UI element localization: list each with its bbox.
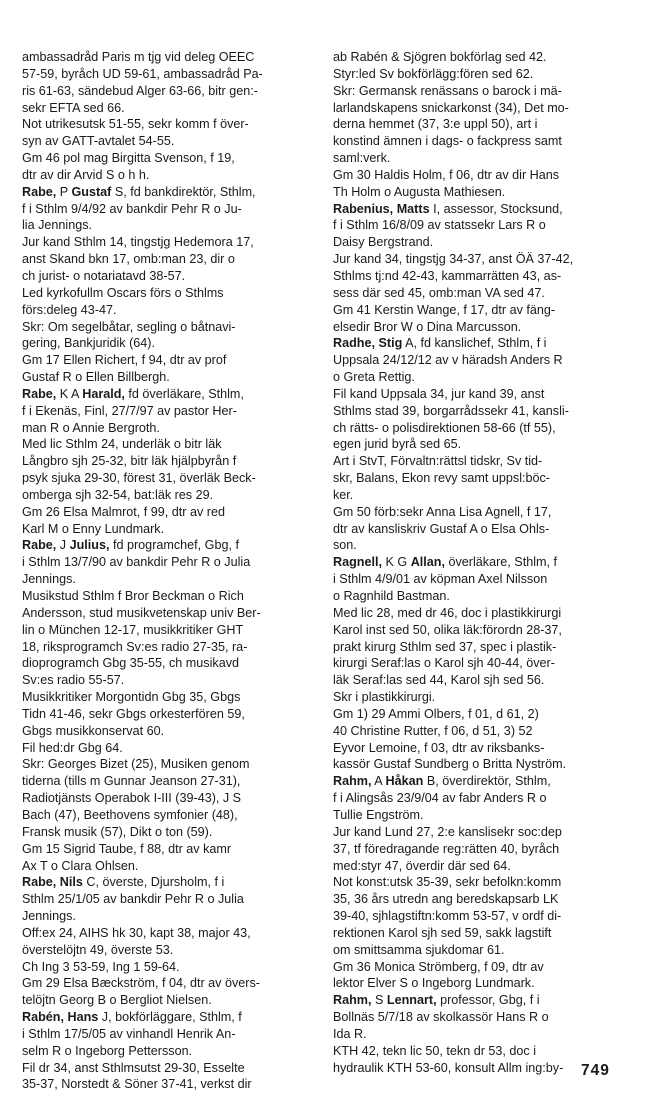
text-line <box>22 605 320 622</box>
text-line <box>333 369 643 386</box>
text-line <box>22 672 320 689</box>
line-text: gering, Bankjuridik (64). <box>22 336 155 351</box>
line-text: prakt kirurg Sthlm sed 37, spec i plastik- <box>333 639 557 654</box>
line-text: Jennings. <box>22 909 76 924</box>
entry-heading-line <box>22 386 320 403</box>
text-line <box>333 740 643 757</box>
line-text: om smittsamma sjukdomar 61. <box>333 942 505 957</box>
line-text: larlandskapens snickarkonst (34), Det mo- <box>333 100 569 115</box>
text-line <box>333 302 643 319</box>
entry-initials: K A <box>56 386 83 401</box>
entry-heading-line <box>333 554 643 571</box>
text-line <box>333 874 643 891</box>
line-text: Art i StvT, Förvaltn:rättsl tidskr, Sv tid- <box>333 454 543 469</box>
line-text: Jur kand Sthlm 14, tingstjg Hedemora 17, <box>22 235 254 250</box>
text-line <box>22 622 320 639</box>
line-text: Fil hed:dr Gbg 64. <box>22 740 123 755</box>
line-text: Andersson, stud musikvetenskap univ Ber- <box>22 605 261 620</box>
entry-surname: Rahm, <box>333 774 372 789</box>
line-text: Gm 50 förb:sekr Anna Lisa Agnell, f 17, <box>333 504 552 519</box>
line-text: Uppsala 24/12/12 av v häradsh Anders R <box>333 353 563 368</box>
text-line <box>22 335 320 352</box>
line-text: ris 61-63, sändebud Alger 63-66, bitr gen:- <box>22 83 258 98</box>
line-text: Med lic 28, med dr 46, doc i plastikkirurgi <box>333 605 562 620</box>
text-line <box>22 975 320 992</box>
entry-surname: Rabenius, <box>333 201 394 216</box>
line-text: Daisy Bergstrand. <box>333 235 434 250</box>
text-line <box>22 66 320 83</box>
right-column <box>333 49 643 1076</box>
text-line <box>22 689 320 706</box>
line-text: Gm 41 Kerstin Wange, f 17, dtr av fäng- <box>333 302 556 317</box>
line-text: syn av GATT-avtalet 54-55. <box>22 134 175 149</box>
text-line <box>333 723 643 740</box>
text-line <box>333 672 643 689</box>
text-line <box>22 1060 320 1077</box>
line-text: Bach (47), Beethovens symfonier (48), <box>22 807 238 822</box>
line-text: lektor Elver S o Ingeborg Lundmark. <box>333 976 535 991</box>
entry-heading-line <box>333 992 643 1009</box>
text-line <box>22 908 320 925</box>
text-line <box>22 790 320 807</box>
text-line <box>333 756 643 773</box>
line-text: Radiotjänsts Operabok I-III (39-43), J S <box>22 791 242 806</box>
page-number: 749 <box>581 1062 610 1079</box>
text-line <box>22 302 320 319</box>
line-text: o Greta Rettig. <box>333 370 415 385</box>
line-text: överläkare, Sthlm, f <box>445 555 557 570</box>
entry-surname: Radhe, <box>333 336 375 351</box>
line-text: KTH 42, tekn lic 50, tekn dr 53, doc i <box>333 1043 537 1058</box>
line-text: Not utrikesutsk 51-55, sekr komm f över- <box>22 117 249 132</box>
line-text: i Sthlm 17/5/05 av vinhandl Henrik An- <box>22 1026 236 1041</box>
entry-given-name: Håkan <box>385 774 424 789</box>
entry-given-name: Gustaf <box>71 184 112 199</box>
entry-given-name: Stig <box>378 336 403 351</box>
line-text: ker. <box>333 487 354 502</box>
text-line <box>333 790 643 807</box>
line-text: C, överste, Djursholm, f i <box>82 875 225 890</box>
line-text: J, bokförläggare, Sthlm, f <box>98 1010 242 1025</box>
line-text: Gm 30 Haldis Holm, f 06, dtr av dir Hans <box>333 167 560 182</box>
entry-surname: Rabén, <box>22 1010 64 1025</box>
line-text: B, överdirektör, Sthlm, <box>423 774 551 789</box>
text-line <box>333 959 643 976</box>
line-text: Led kyrkofullm Oscars förs o Sthlms <box>22 285 224 300</box>
line-text: rektionen Karol sjh sed 59, sakk lagstift <box>333 925 552 940</box>
line-text: i Sthlm 4/9/01 av köpman Axel Nilsson <box>333 572 548 587</box>
entry-initials: K G <box>382 555 411 570</box>
text-line <box>22 925 320 942</box>
text-line <box>22 571 320 588</box>
text-line <box>333 975 643 992</box>
text-line <box>333 891 643 908</box>
line-text: Karl M o Enny Lundmark. <box>22 521 165 536</box>
line-text: tiderna (tills m Gunnar Jeanson 27-31), <box>22 774 241 789</box>
line-text: dtr av kansliskriv Gustaf A o Elsa Ohls- <box>333 521 550 536</box>
text-line <box>22 352 320 369</box>
line-text: elsedir Bror W o Dina Marcusson. <box>333 319 522 334</box>
line-text: Gm 46 pol mag Birgitta Svenson, f 19, <box>22 151 235 166</box>
entry-heading-line <box>333 201 643 218</box>
line-text: psyk sjuka 29-30, förest 31, överläk Beck- <box>22 471 256 486</box>
line-text: 35, 36 års utredn ang beredskapsarb LK <box>333 892 559 907</box>
text-line <box>333 639 643 656</box>
line-text: selm R o Ingeborg Pettersson. <box>22 1043 193 1058</box>
text-line <box>22 217 320 234</box>
text-line <box>333 706 643 723</box>
line-text: ambassadråd Paris m tjg vid deleg OEEC <box>22 50 255 64</box>
text-line <box>333 1009 643 1026</box>
text-line <box>22 285 320 302</box>
line-text: Ida R. <box>333 1026 367 1041</box>
text-line <box>333 908 643 925</box>
line-text: I, assessor, Stocksund, <box>429 201 563 216</box>
line-text: Ch Ing 3 53-59, Ing 1 59-64. <box>22 959 180 974</box>
line-text: Jennings. <box>22 572 76 587</box>
text-line <box>333 133 643 150</box>
entry-heading-line <box>333 773 643 790</box>
line-text: Sv:es radio 55-57. <box>22 673 125 688</box>
line-text: Gm 26 Elsa Malmrot, f 99, dtr av red <box>22 504 225 519</box>
text-line <box>22 470 320 487</box>
line-text: Musikkritiker Morgontidn Gbg 35, Gbgs <box>22 690 241 705</box>
text-line <box>333 824 643 841</box>
text-line <box>333 858 643 875</box>
entry-surname: Rabe, <box>22 875 57 890</box>
text-line <box>333 49 643 66</box>
text-line <box>22 521 320 538</box>
text-line <box>333 1043 643 1060</box>
line-text: Med lic Sthlm 24, underläk o bitr läk <box>22 437 222 452</box>
entry-surname: Rabe, <box>22 538 57 553</box>
entry-heading-line <box>22 874 320 891</box>
line-text: kassör Gustaf Sundberg o Britta Nyström. <box>333 757 567 772</box>
line-text: Fransk musik (57), Dikt o ton (59). <box>22 824 213 839</box>
text-line <box>22 453 320 470</box>
line-text: lia Jennings. <box>22 218 93 233</box>
text-line <box>333 537 643 554</box>
line-text: omberga sjh 32-54, bat:läk res 29. <box>22 487 214 502</box>
line-text: f i Sthlm 9/4/92 av bankdir Pehr R o Ju- <box>22 201 242 216</box>
text-line <box>22 403 320 420</box>
entry-given-name: Julius, <box>69 538 110 553</box>
text-line <box>333 83 643 100</box>
text-line <box>333 807 643 824</box>
line-text: Jur kand Lund 27, 2:e kanslisekr soc:dep <box>333 824 562 839</box>
line-text: Skr i plastikkirurgi. <box>333 690 436 705</box>
line-text: i Sthlm 13/7/90 av bankdir Pehr R o Julia <box>22 555 251 570</box>
text-line <box>333 268 643 285</box>
text-line <box>333 841 643 858</box>
text-line <box>333 100 643 117</box>
line-text: Fil kand Uppsala 34, jur kand 39, anst <box>333 386 545 401</box>
line-text: dioprogramch Gbg 35-55, ch musikavd <box>22 656 240 671</box>
line-text: Karol inst sed 50, olika läk:förordn 28-37, <box>333 622 562 637</box>
line-text: fd överläkare, Sthlm, <box>124 386 244 401</box>
line-text: Sthlms tj:nd 42-43, kammarrätten 43, as- <box>333 268 562 283</box>
entry-given-name: Lennart, <box>386 993 437 1008</box>
line-text: Skr: Germansk renässans o barock i mä- <box>333 83 562 98</box>
text-line <box>333 605 643 622</box>
text-line <box>22 588 320 605</box>
text-line <box>333 251 643 268</box>
text-line <box>333 487 643 504</box>
line-text: Off:ex 24, AIHS hk 30, kapt 38, major 43, <box>22 925 251 940</box>
entry-initials: P <box>56 184 72 199</box>
line-text: Not konst:utsk 35-39, sekr befolkn:komm <box>333 875 562 890</box>
line-text: f i Ekenäs, Finl, 27/7/97 av pastor Her- <box>22 403 237 418</box>
line-text: Th Holm o Augusta Mathiesen. <box>333 184 506 199</box>
line-text: telöjtn Georg B o Bergliot Nielsen. <box>22 993 212 1008</box>
text-line <box>333 470 643 487</box>
line-text: professor, Gbg, f i <box>436 993 540 1008</box>
line-text: anst Skand bkn 17, omb:man 23, dir o <box>22 252 235 267</box>
line-text: Gustaf R o Ellen Billbergh. <box>22 370 170 385</box>
text-line <box>333 184 643 201</box>
line-text: man R o Annie Bergroth. <box>22 420 160 435</box>
line-text: med:styr 47, överdir där sed 64. <box>333 858 511 873</box>
text-line <box>333 504 643 521</box>
text-line <box>333 150 643 167</box>
line-text: 37, tf föredragande reg:rätten 40, byråch <box>333 841 560 856</box>
line-text: överstelöjtn 49, överste 53. <box>22 942 174 957</box>
text-line <box>22 369 320 386</box>
line-text: Jur kand 34, tingstjg 34-37, anst ÖÄ 37-42, <box>333 252 574 267</box>
entry-given-name: Allan, <box>410 555 445 570</box>
line-text: 18, riksprogramch Sv:es radio 27-35, ra- <box>22 639 248 654</box>
line-text: fd programchef, Gbg, f <box>109 538 239 553</box>
text-line <box>22 83 320 100</box>
text-line <box>333 571 643 588</box>
line-text: derna hemmet (37, 3:e uppl 50), art i <box>333 117 538 132</box>
line-text: Sthlm 25/1/05 av bankdir Pehr R o Julia <box>22 892 244 907</box>
text-line <box>22 841 320 858</box>
line-text: ab Rabén & Sjögren bokförlag sed 42. <box>333 50 547 64</box>
text-line <box>22 167 320 184</box>
line-text: skr, Balans, Ekon revy samt uppsl:böc- <box>333 471 550 486</box>
left-column <box>22 49 320 1093</box>
text-line <box>22 639 320 656</box>
text-line <box>22 319 320 336</box>
text-line <box>333 285 643 302</box>
line-text: Gm 36 Monica Strömberg, f 09, dtr av <box>333 959 544 974</box>
line-text: sekr EFTA sed 66. <box>22 100 125 115</box>
entry-surname: Rabe, <box>22 184 57 199</box>
line-text: Långbro sjh 25-32, bitr läk hjälpbyrån f <box>22 454 237 469</box>
text-line <box>22 116 320 133</box>
entry-surname: Rabe, <box>22 386 57 401</box>
line-text: kirurgi Seraf:las o Karol sjh 40-44, över- <box>333 656 555 671</box>
line-text: förs:deleg 43-47. <box>22 302 117 317</box>
line-text: Skr: Om segelbåtar, segling o båtnavi- <box>22 319 236 334</box>
line-text: 57-59, byråch UD 59-61, ambassadråd Pa- <box>22 66 263 81</box>
line-text: sess där sed 45, omb:man VA sed 47. <box>333 285 545 300</box>
line-text: 40 Christine Rutter, f 06, d 51, 3) 52 <box>333 723 533 738</box>
text-line <box>22 487 320 504</box>
text-line <box>333 521 643 538</box>
text-line <box>22 234 320 251</box>
line-text: f i Alingsås 23/9/04 av fabr Anders R o <box>333 791 547 806</box>
entry-surname: Ragnell, <box>333 555 382 570</box>
line-text: lin o München 12-17, musikkritiker GHT <box>22 622 244 637</box>
text-line <box>333 66 643 83</box>
line-text: egen jurid byrå sed 65. <box>333 437 462 452</box>
text-line <box>333 319 643 336</box>
text-line <box>22 150 320 167</box>
line-text: o Ragnhild Bastman. <box>333 589 450 603</box>
entry-given-name: Harald, <box>82 386 125 401</box>
text-line <box>22 251 320 268</box>
text-line <box>333 403 643 420</box>
text-line <box>333 352 643 369</box>
text-line <box>22 504 320 521</box>
entry-initials: S <box>371 993 387 1008</box>
line-text: läk Seraf:las sed 44, Karol sjh sed 56. <box>333 673 545 688</box>
text-line <box>22 554 320 571</box>
text-line <box>22 420 320 437</box>
line-text: f i Sthlm 16/8/09 av statssekr Lars R o <box>333 218 546 233</box>
entry-initials: A <box>371 774 386 789</box>
line-text: Sthlms stad 39, borgarrådssekr 41, kansli- <box>333 403 569 418</box>
text-line <box>22 49 320 66</box>
text-line <box>22 100 320 117</box>
entry-initials: J <box>56 538 70 553</box>
entry-heading-line <box>333 335 643 352</box>
line-text: Ax T o Clara Ohlsen. <box>22 858 139 873</box>
line-text: Tullie Engström. <box>333 807 424 822</box>
line-text: Gm 29 Elsa Bæckström, f 04, dtr av övers- <box>22 976 260 991</box>
text-line <box>333 588 643 605</box>
line-text: S, fd bankdirektör, Sthlm, <box>111 184 256 199</box>
line-text: Eyvor Lemoine, f 03, dtr av riksbanks- <box>333 740 545 755</box>
text-line <box>22 1026 320 1043</box>
entry-given-name: Hans <box>67 1010 99 1025</box>
text-line <box>22 201 320 218</box>
line-text: ch rätts- o polisdirektionen 58-66 (tf 55), <box>333 420 556 435</box>
entry-given-name: Nils <box>59 875 83 890</box>
text-line <box>22 740 320 757</box>
text-line <box>22 133 320 150</box>
line-text: Musikstud Sthlm f Bror Beckman o Rich <box>22 589 244 603</box>
line-text: saml:verk. <box>333 151 391 166</box>
line-text: 39-40, sjhlagstiftn:komm 53-57, v ordf di- <box>333 909 562 924</box>
text-line <box>333 234 643 251</box>
entry-heading-line <box>22 1009 320 1026</box>
line-text: Gm 17 Ellen Richert, f 94, dtr av prof <box>22 353 227 368</box>
line-text: Bollnäs 5/7/18 av skolkassör Hans R o <box>333 1010 549 1025</box>
text-line <box>22 858 320 875</box>
text-line <box>333 436 643 453</box>
text-line <box>333 622 643 639</box>
line-text: A, fd kanslichef, Sthlm, f i <box>402 336 547 351</box>
text-line <box>333 453 643 470</box>
line-text: dtr av dir Arvid S o h h. <box>22 167 150 182</box>
text-line <box>22 436 320 453</box>
text-line <box>333 116 643 133</box>
line-text: Tidn 41-46, sekr Gbgs orkesterfören 59, <box>22 706 245 721</box>
entry-given-name: Matts <box>396 201 430 216</box>
text-line <box>333 217 643 234</box>
text-line <box>333 1026 643 1043</box>
line-text: Skr: Georges Bizet (25), Musiken genom <box>22 757 250 772</box>
text-line <box>22 1043 320 1060</box>
text-line <box>22 807 320 824</box>
entry-heading-line <box>22 537 320 554</box>
text-line <box>22 655 320 672</box>
line-text: hydraulik KTH 53-60, konsult Allm ing:by- <box>333 1060 564 1075</box>
line-text: 35-37, Norstedt & Söner 37-41, verkst dir <box>22 1077 252 1092</box>
text-line <box>333 689 643 706</box>
text-line <box>333 655 643 672</box>
text-line <box>22 942 320 959</box>
line-text: Gbgs musikkonservat 60. <box>22 723 165 738</box>
text-line <box>22 756 320 773</box>
line-text: son. <box>333 538 357 553</box>
text-line <box>22 773 320 790</box>
line-text: ch jurist- o notariatavd 38-57. <box>22 268 186 283</box>
text-line <box>333 925 643 942</box>
text-line <box>22 891 320 908</box>
line-text: Styr:led Sv bokförlägg:fören sed 62. <box>333 66 534 81</box>
text-line <box>22 723 320 740</box>
text-line <box>22 824 320 841</box>
line-text: Fil dr 34, anst Sthlmsutst 29-30, Esselte <box>22 1060 245 1075</box>
line-text: Gm 1) 29 Ammi Olbers, f 01, d 61, 2) <box>333 706 539 721</box>
text-line <box>333 942 643 959</box>
entry-surname: Rahm, <box>333 993 372 1008</box>
text-line <box>22 992 320 1009</box>
line-text: Gm 15 Sigrid Taube, f 88, dtr av kamr <box>22 841 232 856</box>
entry-heading-line <box>22 184 320 201</box>
line-text: konstind ämnen i dags- o fackpress samt <box>333 134 562 149</box>
text-line <box>333 420 643 437</box>
text-line <box>22 1076 320 1093</box>
text-line <box>22 706 320 723</box>
text-line <box>333 386 643 403</box>
text-line <box>333 167 643 184</box>
text-line <box>22 268 320 285</box>
text-line <box>22 959 320 976</box>
